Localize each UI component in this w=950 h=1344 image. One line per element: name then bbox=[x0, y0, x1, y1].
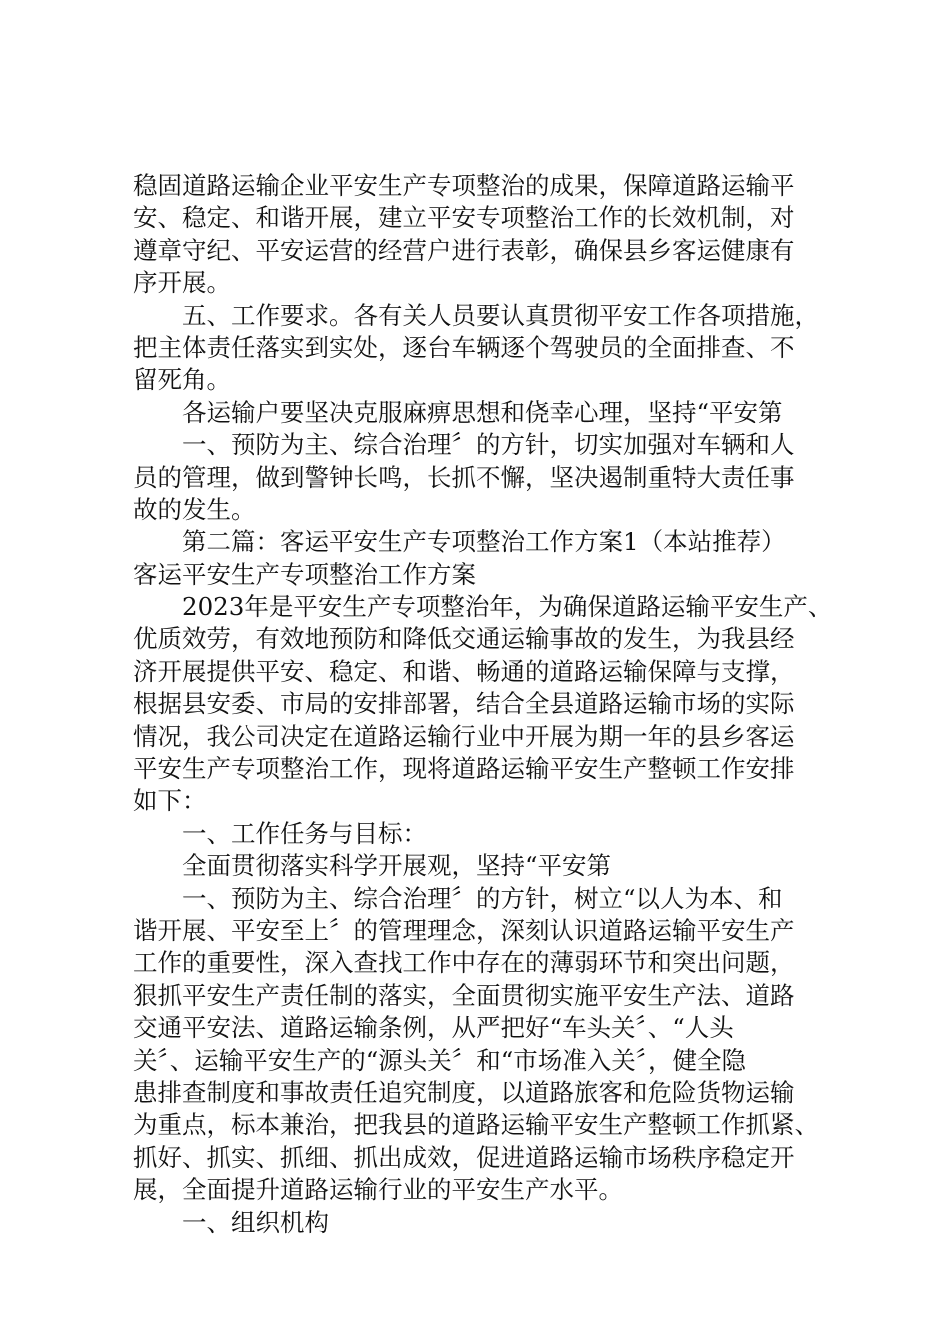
text-line: 遵章守纪、平安运营的经营户进行表彰，确保县乡客运健康有 bbox=[133, 235, 795, 265]
text-line: 情况，我公司决定在道路运输行业中开展为期一年的县乡客运 bbox=[133, 721, 795, 751]
text-line: 抓好、抓实、抓细、抓出成效，促进道路运输市场秩序稳定开 bbox=[133, 1142, 795, 1172]
text-line: 一、组织机构 bbox=[182, 1207, 329, 1237]
text-line: 优质效劳，有效地预防和降低交通运输事故的发生，为我县经 bbox=[133, 624, 795, 654]
text-line: 故的发生。 bbox=[133, 494, 256, 524]
text-line: 各运输户要坚决克服麻痹思想和侥幸心理，坚持“平安第 bbox=[182, 397, 783, 427]
text-line: 五、工作要求。各有关人员要认真贯彻平安工作各项措施， bbox=[182, 300, 819, 330]
text-line: 员的管理，做到警钟长鸣，长抓不懈，坚决遏制重特大责任事 bbox=[133, 462, 795, 492]
text-line: 平安生产专项整治工作，现将道路运输平安生产整顿工作安排 bbox=[133, 754, 795, 784]
text-line: 济开展提供平安、稳定、和谐、畅通的道路运输保障与支撑， bbox=[133, 656, 795, 686]
text-line: 全面贯彻落实科学开展观，坚持“平安第 bbox=[182, 851, 612, 881]
text-line: 客运平安生产专项整治工作方案 bbox=[133, 559, 476, 589]
text-line: 稳固道路运输企业平安生产专项整治的成果，保障道路运输平 bbox=[133, 171, 795, 200]
text-line: 一、工作任务与目标： bbox=[182, 818, 427, 848]
text-line: 第二篇：客运平安生产专项整治工作方案1（本站推荐） bbox=[182, 527, 786, 557]
text-line: 根据县安委、市局的安排部署，结合全县道路运输市场的实际 bbox=[133, 689, 795, 719]
text-line: 把主体责任落实到实处，逐台车辆逐个驾驶员的全面排查、不 bbox=[133, 332, 795, 362]
text-line: 一、预防为主、综合治理〞的方针，切实加强对车辆和人 bbox=[182, 430, 795, 460]
text-line: 交通平安法、道路运输条例，从严把好“车头关〞、“人头 bbox=[133, 1013, 734, 1043]
document-body bbox=[133, 170, 838, 1239]
text-line: 为重点，标本兼治，把我县的道路运输平安生产整顿工作抓紧、 bbox=[133, 1110, 819, 1140]
text-line: 序开展。 bbox=[133, 268, 231, 298]
text-line: 一、预防为主、综合治理〞的方针，树立“以人为本、和 bbox=[182, 883, 783, 913]
text-line: 展，全面提升道路运输行业的平安生产水平。 bbox=[133, 1175, 623, 1205]
text-line: 患排查制度和事故责任追究制度，以道路旅客和危险货物运输 bbox=[133, 1077, 795, 1107]
text-line: 安、稳定、和谐开展，建立平安专项整治工作的长效机制，对 bbox=[133, 203, 795, 233]
text-line: 如下： bbox=[133, 786, 207, 816]
text-line: 狠抓平安生产责任制的落实，全面贯彻实施平安生产法、道路 bbox=[133, 980, 795, 1010]
text-line: 谐开展、平安至上〞的管理理念，深刻认识道路运输平安生产 bbox=[133, 915, 795, 945]
text-line: 工作的重要性，深入查找工作中存在的薄弱环节和突出问题， bbox=[133, 948, 795, 978]
text-line: 留死角。 bbox=[133, 365, 231, 395]
text-line: 关〞、运输平安生产的“源头关〞和“市场准入关〞，健全隐 bbox=[133, 1045, 747, 1075]
text-line: 2023年是平安生产专项整治年，为确保道路运输平安生产、 bbox=[182, 592, 833, 622]
